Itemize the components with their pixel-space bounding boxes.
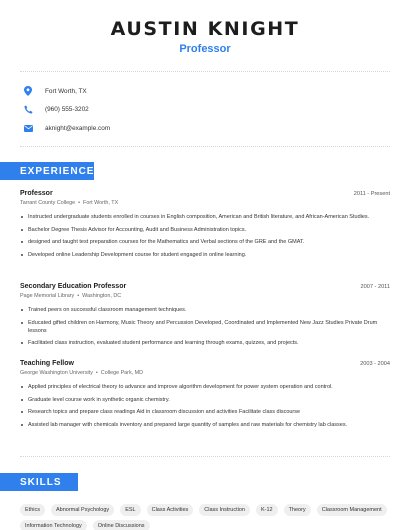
- job-location: Fort Worth, TX: [83, 200, 119, 206]
- job-location: Washington, DC: [82, 293, 122, 299]
- skill-chip: Class Activities: [147, 504, 194, 516]
- skill-chip: Abnormal Psychology: [51, 504, 114, 516]
- skill-chip: Classroom Management: [317, 504, 387, 516]
- candidate-name: AUSTIN KNIGHT: [110, 18, 300, 40]
- job-location: College Park, MD: [100, 370, 144, 376]
- contact-email: [20, 119, 390, 137]
- job-company: Page Memorial Library: [20, 293, 75, 299]
- job-bullet: Educated gifted children on Harmony, Music Theory and Percussion Developed, Coordinated and Implemented New Jazz Studies Private Drum lessons: [20, 319, 390, 335]
- job-bullet: Research topics and prepare class readings Aid in classroom discussion and activities Facilitate class discourse: [20, 408, 390, 416]
- contact-email-text: aknight@example.com: [45, 124, 111, 132]
- job-entry: [20, 283, 390, 352]
- contact-phone-text: (960) 555-3202: [45, 106, 89, 113]
- job-bullet: Developed online Leadership Development course for student engaged in online learning.: [20, 251, 390, 259]
- skill-chip: Ethics: [20, 504, 45, 516]
- contact-location-text: Fort Worth, TX: [45, 87, 87, 95]
- skill-chip: K-12: [256, 504, 278, 516]
- job-bullet: Bachelor Degree Thesis Advisor for Accounting, Audit and Business Administration topics.: [20, 226, 390, 234]
- job-title: Professor: [20, 190, 53, 197]
- job-bullet: Applied principles of electrical theory to advance and improve algorithm development for power system operation and control.: [20, 383, 390, 391]
- job-title: Teaching Fellow: [20, 360, 74, 367]
- job-dates: 2003 - 2004: [360, 361, 390, 367]
- skill-chip: Online Discussions: [93, 520, 150, 530]
- contact-location: [20, 82, 390, 100]
- skill-chip: Class Instruction: [199, 504, 250, 516]
- email-icon: [23, 123, 33, 133]
- job-dates: 2007 - 2011: [360, 284, 390, 290]
- job-bullet: Trained peers on successful classroom management techniques.: [20, 306, 390, 314]
- contact-section: [0, 72, 410, 137]
- location-pin-icon: [23, 86, 33, 96]
- skill-chip: ESL: [120, 504, 140, 516]
- job-bullet: Facilitated class instruction, evaluated student performance and learning through exams, quizzes, and projects.: [20, 339, 390, 347]
- skills-list: [20, 504, 390, 530]
- job-org: Tarrant County College • Fort Worth, TX: [20, 200, 119, 206]
- job-bullet: designed and taught test preparation courses for the Mathematics and Verbal sections of the GRE and the GMAT.: [20, 238, 390, 246]
- job-org: Page Memorial Library • Washington, DC: [20, 293, 122, 299]
- job-entry: [20, 360, 390, 433]
- job-org: George Washington University • College Park, MD: [20, 370, 144, 376]
- candidate-title: Professor: [179, 43, 231, 55]
- skill-chip: Theory: [284, 504, 311, 516]
- job-bullet: Graduate level course work in synthetic organic chemistry.: [20, 396, 390, 404]
- experience-heading: [0, 162, 94, 180]
- experience-divider: [20, 456, 390, 457]
- skill-chip: Information Technology: [20, 520, 87, 530]
- job-bullets: [20, 306, 390, 347]
- phone-icon: [23, 105, 33, 115]
- contact-phone: [20, 101, 390, 119]
- contact-divider: [20, 146, 390, 147]
- job-company: George Washington University: [20, 370, 93, 376]
- job-bullets: [20, 213, 390, 259]
- skills-heading-text: SKILLS: [20, 476, 62, 488]
- job-bullets: [20, 383, 390, 429]
- job-title: Secondary Education Professor: [20, 283, 127, 290]
- skills-heading: [0, 473, 78, 491]
- experience-heading-text: EXPERIENCE: [20, 165, 95, 177]
- resume-header: [0, 0, 410, 55]
- job-bullet: Instructed undergraduate students enrolled in courses in English composition, American and British literature, and African-American Studies.: [20, 213, 390, 221]
- job-entry: [20, 190, 390, 263]
- job-bullet: Assisted lab manager with chemicals inventory and prepared large quantity of samples and raw materials for chemistry lab classes.: [20, 421, 390, 429]
- job-dates: 2011 - Present: [353, 191, 390, 197]
- job-company: Tarrant County College: [20, 200, 76, 206]
